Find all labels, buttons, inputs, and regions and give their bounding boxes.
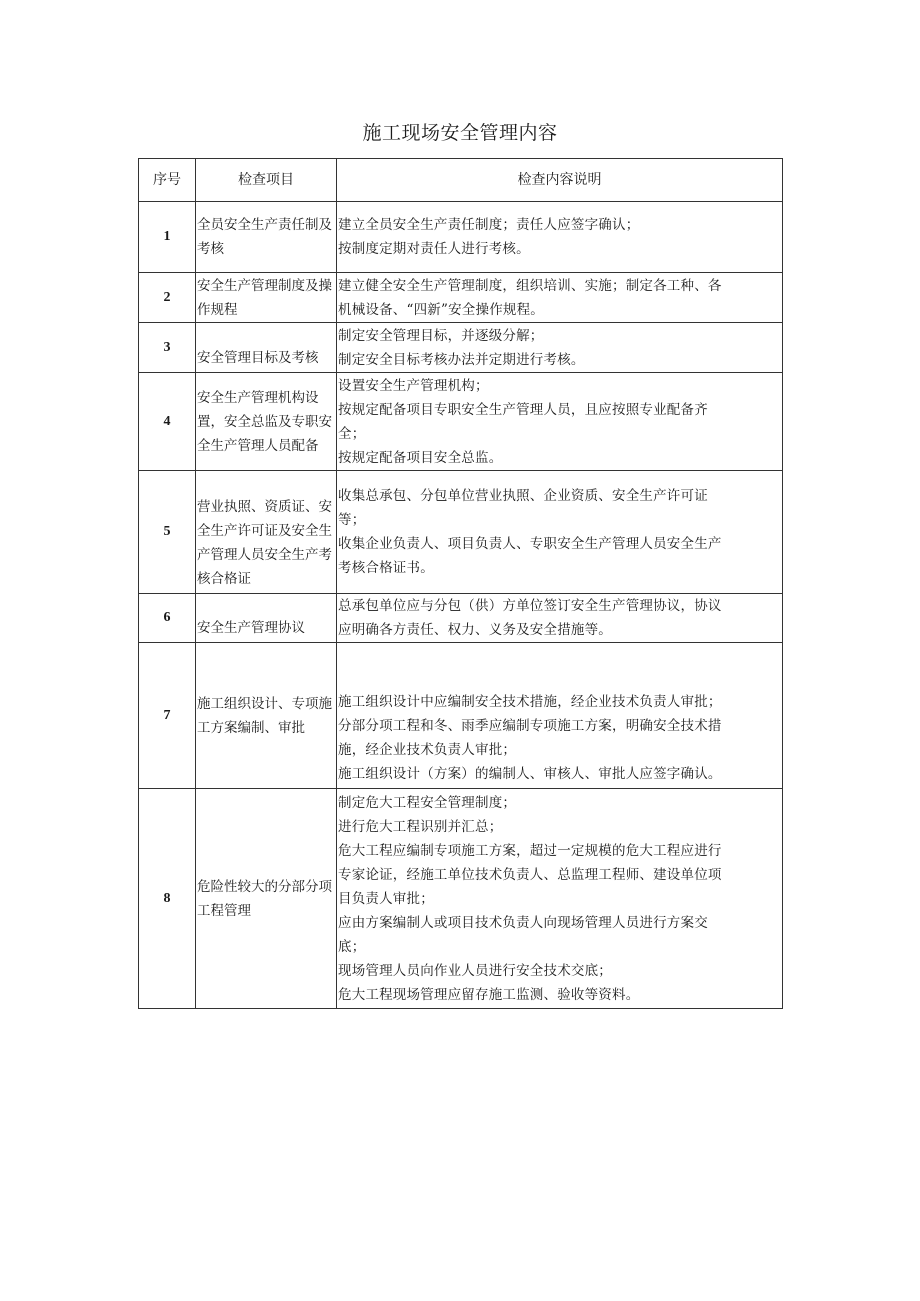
table-row [139,373,783,471]
row-desc [337,373,783,471]
row-no: 4 [139,373,196,471]
row-no: 2 [139,273,196,323]
desc-line: 收集企业负责人、项目负责人、专职安全生产管理人员安全生产 [338,536,722,552]
desc-line: 施工组织设计中应编制安全技术措施，经企业技术负责人审批； [338,694,722,710]
desc-line: 应明确各方责任、权力、义务及安全措施等。 [338,622,612,638]
desc-line: 制定安全管理目标，并逐级分解； [338,327,544,344]
desc-line: 现场管理人员向作业人员进行安全技术交底； [338,962,612,979]
desc-line: 总承包单位应与分包（供）方单位签订安全生产管理协议，协议 [338,598,722,614]
row-item: 危险性较大的分部分项工程管理 [196,789,337,1009]
table-row [139,323,783,373]
desc-line: 全； [338,425,366,442]
desc-line: 收集总承包、分包单位营业执照、企业资质、安全生产许可证 [338,488,708,504]
desc-line: 按规定配备项目安全总监。 [338,449,503,466]
row-no: 5 [139,471,196,594]
table-row [139,789,783,1009]
row-no: 6 [139,594,196,643]
row-desc [337,594,783,643]
row-item: 全员安全生产责任制及考核 [196,202,337,273]
desc-line: 底； [338,938,366,955]
desc-line: 按规定配备项目专职安全生产管理人员，且应按照专业配备齐 [338,401,708,418]
desc-line: 施工组织设计（方案）的编制人、审核人、审批人应签字确认。 [338,766,722,782]
table-row [139,471,783,594]
header-item: 检查项目 [196,159,337,202]
desc-line: 制定危大工程安全管理制度； [338,794,517,811]
desc-line: 应由方案编制人或项目技术负责人向现场管理人员进行方案交 [338,914,708,931]
row-no: 7 [139,643,196,789]
row-item: 安全生产管理机构设置，安全总监及专职安全生产管理人员配备 [196,373,337,471]
row-item: 营业执照、资质证、安全生产许可证及安全生产管理人员安全生产考核合格证 [196,471,337,594]
table-header-row [139,159,783,202]
desc-line: 设置安全生产管理机构； [338,377,489,394]
desc-line: 按制度定期对责任人进行考核。 [338,241,530,257]
table-row [139,643,783,789]
desc-line: 专家论证，经施工单位技术负责人、总监理工程师、建设单位项 [338,866,722,883]
desc-line: 施，经企业技术负责人审批； [338,742,517,758]
table-row [139,202,783,273]
desc-line: 制定安全目标考核办法并定期进行考核。 [338,351,585,368]
desc-line: 等； [338,512,366,528]
row-item: 安全管理目标及考核 [196,323,337,373]
desc-line: 建立健全安全生产管理制度，组织培训、实施；制定各工种、各 [338,277,722,294]
row-desc [337,471,783,594]
header-no: 序号 [139,159,196,202]
table-row [139,594,783,643]
table-row [139,273,783,323]
row-item: 安全生产管理协议 [196,594,337,643]
desc-line: 考核合格证书。 [338,560,434,576]
row-desc [337,273,783,323]
row-desc [337,789,783,1009]
desc-line: 危大工程应编制专项施工方案，超过一定规模的危大工程应进行 [338,842,722,859]
desc-line: 建立全员安全生产责任制度；责任人应签字确认； [338,217,640,233]
desc-line: 机械设备、“四新”安全操作规程。 [338,301,545,318]
row-no: 8 [139,789,196,1009]
row-item: 安全生产管理制度及操作规程 [196,273,337,323]
row-desc [337,643,783,789]
row-item: 施工组织设计、专项施工方案编制、审批 [196,643,337,789]
row-no: 3 [139,323,196,373]
row-no: 1 [139,202,196,273]
desc-line: 分部分项工程和冬、雨季应编制专项施工方案，明确安全技术措 [338,718,722,734]
safety-management-table [138,158,783,1009]
desc-line: 目负责人审批； [338,890,434,907]
header-desc: 检查内容说明 [337,159,783,202]
row-desc [337,323,783,373]
page-title: 施工现场安全管理内容 [362,122,558,144]
desc-line: 危大工程现场管理应留存施工监测、验收等资料。 [338,986,640,1003]
desc-line: 进行危大工程识别并汇总； [338,818,503,835]
row-desc [337,202,783,273]
